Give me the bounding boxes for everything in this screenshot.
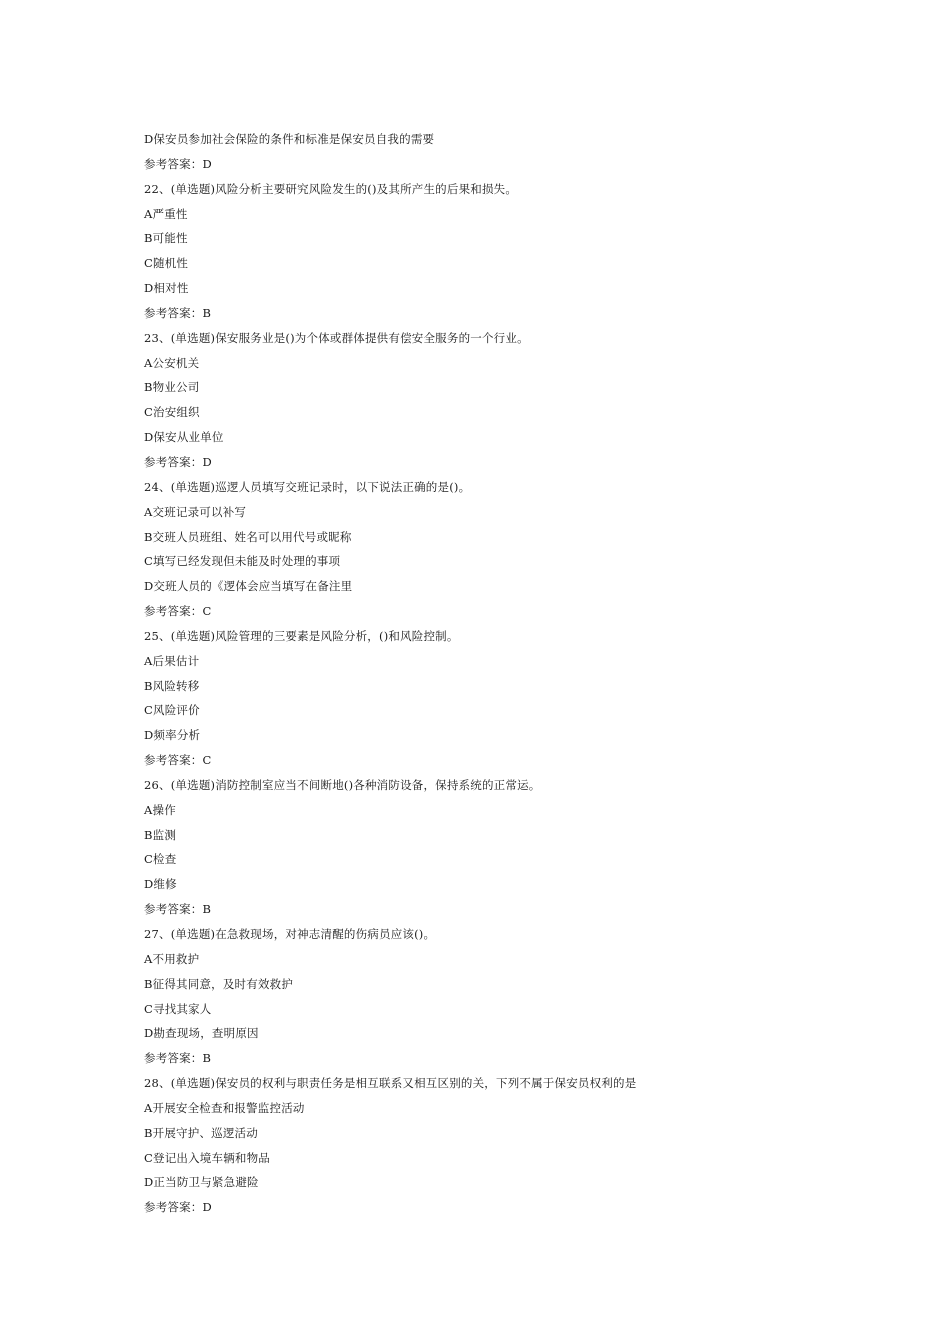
option-line: A交班记录可以补写 bbox=[144, 504, 247, 519]
option-line: D保安员参加社会保险的条件和标准是保安员自我的需要 bbox=[144, 132, 435, 146]
answer-line: 参考答案：D bbox=[144, 454, 212, 469]
answer-line: 参考答案：D bbox=[144, 1200, 212, 1215]
option-line: A不用救护 bbox=[144, 951, 200, 966]
answer-line: 参考答案：D bbox=[144, 156, 212, 171]
answer-line: 参考答案：B bbox=[144, 1051, 212, 1066]
option-line: D保安从业单位 bbox=[144, 430, 224, 445]
option-line: D交班人员的《逻体会应当填写在备注里 bbox=[144, 579, 353, 594]
answer-line: 参考答案：B bbox=[144, 305, 212, 320]
document-page bbox=[144, 127, 844, 1220]
option-line: B监测 bbox=[144, 827, 177, 842]
answer-line: 参考答案：C bbox=[144, 753, 212, 768]
option-line: C风险评价 bbox=[144, 703, 200, 718]
option-line: C检查 bbox=[144, 852, 177, 867]
question-line: 22、(单选题)风险分析主要研究风险发生的()及其所产生的后果和损失。 bbox=[144, 181, 518, 196]
option-line: A后果估计 bbox=[144, 653, 200, 668]
question-line: 28、(单选题)保安员的权利与职责任务是相互联系又相互区别的关，下列不属于保安员权利的是 bbox=[144, 1076, 637, 1091]
option-line: C治安组织 bbox=[144, 405, 200, 420]
option-line: B征得其同意，及时有效救护 bbox=[144, 976, 294, 991]
option-line: B风险转移 bbox=[144, 678, 200, 693]
option-line: D正当防卫与紧急避险 bbox=[144, 1175, 259, 1190]
question-line: 27、(单选题)在急救现场，对神志清醒的伤病员应该()。 bbox=[144, 927, 436, 941]
option-line: A操作 bbox=[144, 802, 176, 817]
question-line: 23、(单选题)保安服务业是()为个体或群体提供有偿安全服务的一个行业。 bbox=[144, 330, 529, 345]
option-line: D频率分析 bbox=[144, 728, 201, 743]
question-line: 24、(单选题)巡逻人员填写交班记录时，以下说法正确的是()。 bbox=[144, 479, 471, 494]
option-line: C随机性 bbox=[144, 256, 189, 271]
option-line: C寻找其家人 bbox=[144, 1001, 212, 1016]
option-line: B交班人员班组、姓名可以用代号或昵称 bbox=[144, 529, 352, 544]
option-line: A开展安全检查和报警监控活动 bbox=[144, 1100, 305, 1115]
option-line: B物业公司 bbox=[144, 380, 200, 395]
answer-line: 参考答案：C bbox=[144, 604, 212, 619]
option-line: B可能性 bbox=[144, 231, 188, 246]
option-line: A严重性 bbox=[144, 206, 188, 221]
option-line: D维修 bbox=[144, 877, 177, 892]
question-line: 25、(单选题)风险管理的三要素是风险分析，()和风险控制。 bbox=[144, 628, 459, 643]
option-line: B开展守护、巡逻活动 bbox=[144, 1125, 258, 1140]
question-line: 26、(单选题)消防控制室应当不间断地()各种消防设备，保持系统的正常运。 bbox=[144, 777, 541, 792]
answer-line: 参考答案：B bbox=[144, 902, 212, 917]
option-line: A公安机关 bbox=[144, 355, 200, 370]
option-line: C登记出入境车辆和物品 bbox=[144, 1150, 270, 1165]
option-line: D相对性 bbox=[144, 281, 189, 296]
option-line: C填写已经发现但未能及时处理的事项 bbox=[144, 554, 341, 569]
option-line: D勘查现场，查明原因 bbox=[144, 1026, 259, 1041]
